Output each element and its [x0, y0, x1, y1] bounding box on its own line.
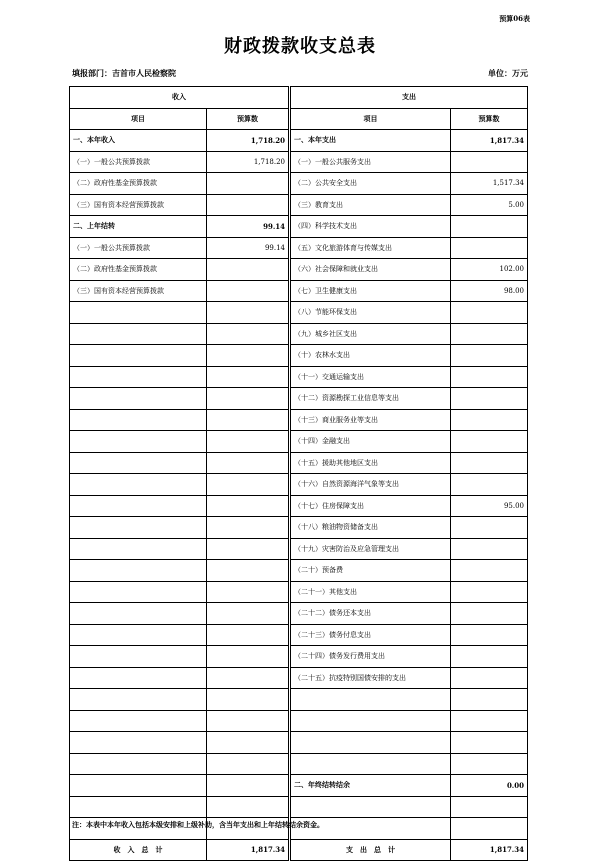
income-value	[207, 474, 289, 496]
expense-item: （十八）粮油物资储备支出	[291, 517, 451, 539]
expense-value: 1,517.34	[451, 173, 528, 195]
income-total-value: 1,817.34	[207, 839, 289, 861]
income-value	[207, 581, 289, 603]
table-row	[70, 194, 528, 216]
income-item	[70, 796, 207, 818]
income-value	[207, 538, 289, 560]
expense-value	[451, 667, 528, 689]
table-row	[70, 237, 528, 259]
filling-department: 填报部门：吉首市人民检察院	[72, 68, 176, 78]
expense-item: （一）一般公共服务支出	[291, 151, 451, 173]
expense-value	[451, 474, 528, 496]
table-row	[70, 581, 528, 603]
income-value	[207, 624, 289, 646]
income-value	[207, 753, 289, 775]
table-row	[70, 259, 528, 281]
table-row	[70, 732, 528, 754]
expense-item: （十五）援助其他地区支出	[291, 452, 451, 474]
income-value	[207, 495, 289, 517]
income-item	[70, 452, 207, 474]
table-row	[70, 323, 528, 345]
table-row	[70, 560, 528, 582]
income-value	[207, 796, 289, 818]
column-header-row	[70, 108, 528, 130]
income-value: 1,718.20	[207, 151, 289, 173]
income-value	[207, 732, 289, 754]
income-value	[207, 689, 289, 711]
income-value	[207, 775, 289, 797]
expense-value: 98.00	[451, 280, 528, 302]
expense-item: （十二）资源勘探工业信息等支出	[291, 388, 451, 410]
expense-item: （十三）商业服务业等支出	[291, 409, 451, 431]
expense-value: 0.00	[451, 775, 528, 797]
expense-item: （三）教育支出	[291, 194, 451, 216]
table-row	[70, 796, 528, 818]
expense-value	[451, 646, 528, 668]
total-row	[70, 839, 528, 861]
expense-item: （二）公共安全支出	[291, 173, 451, 195]
table-row	[70, 431, 528, 453]
income-value	[207, 388, 289, 410]
table-row	[70, 388, 528, 410]
income-item	[70, 775, 207, 797]
income-value	[207, 259, 289, 281]
expense-value: 1,817.34	[451, 130, 528, 152]
income-item: （一）一般公共预算拨款	[70, 151, 207, 173]
expense-value	[451, 796, 528, 818]
expense-item: （七）卫生健康支出	[291, 280, 451, 302]
table-row	[70, 775, 528, 797]
expense-value	[451, 431, 528, 453]
income-item	[70, 624, 207, 646]
expense-item: （十一）交通运输支出	[291, 366, 451, 388]
expense-value	[451, 216, 528, 238]
expense-value	[451, 366, 528, 388]
expense-item: 二、年终结转结余	[291, 775, 451, 797]
table-row	[70, 302, 528, 324]
table-row	[70, 409, 528, 431]
expense-item: （六）社会保障和就业支出	[291, 259, 451, 281]
income-value	[207, 452, 289, 474]
unit-label: 单位：万元	[488, 68, 528, 78]
expense-value: 95.00	[451, 495, 528, 517]
income-item: （二）政府性基金预算拨款	[70, 173, 207, 195]
expense-item: （十四）金融支出	[291, 431, 451, 453]
income-item	[70, 667, 207, 689]
income-item	[70, 732, 207, 754]
income-value	[207, 409, 289, 431]
expense-item: （九）城乡社区支出	[291, 323, 451, 345]
expense-value	[451, 323, 528, 345]
expense-value	[451, 560, 528, 582]
income-total-label: 收 入 总 计	[70, 839, 207, 861]
expense-item: （二十三）债务付息支出	[291, 624, 451, 646]
table-row	[70, 667, 528, 689]
table-row	[70, 646, 528, 668]
expense-value	[451, 710, 528, 732]
expense-value: 102.00	[451, 259, 528, 281]
expense-budget-header: 预算数	[451, 108, 528, 130]
income-item	[70, 581, 207, 603]
income-item	[70, 366, 207, 388]
income-item	[70, 753, 207, 775]
income-value	[207, 603, 289, 625]
table-row	[70, 689, 528, 711]
income-value	[207, 302, 289, 324]
income-item	[70, 517, 207, 539]
expense-item: （十七）住房保障支出	[291, 495, 451, 517]
table-row	[70, 753, 528, 775]
income-value	[207, 173, 289, 195]
income-item	[70, 345, 207, 367]
table-row	[70, 130, 528, 152]
expense-value	[451, 689, 528, 711]
income-item: 一、本年收入	[70, 130, 207, 152]
expense-value	[451, 624, 528, 646]
income-item: （二）政府性基金预算拨款	[70, 259, 207, 281]
income-value	[207, 646, 289, 668]
income-item	[70, 710, 207, 732]
table-row	[70, 517, 528, 539]
income-item	[70, 495, 207, 517]
expense-item: （四）科学技术支出	[291, 216, 451, 238]
table-row	[70, 216, 528, 238]
expense-item: （二十五）抗疫特别国债安排的支出	[291, 667, 451, 689]
income-item-header: 项目	[70, 108, 207, 130]
table-row	[70, 538, 528, 560]
expense-item: （十九）灾害防治及应急管理支出	[291, 538, 451, 560]
table-row	[70, 474, 528, 496]
expense-item-header: 项目	[291, 108, 451, 130]
table-row	[70, 452, 528, 474]
income-item: （三）国有资本经营预算拨款	[70, 280, 207, 302]
expense-section-header: 支出	[291, 87, 528, 109]
expense-item	[291, 796, 451, 818]
table-row	[70, 345, 528, 367]
budget-summary-table	[69, 86, 528, 861]
income-value	[207, 323, 289, 345]
income-value	[207, 366, 289, 388]
income-value	[207, 194, 289, 216]
expense-value	[451, 237, 528, 259]
income-item: 二、上年结转	[70, 216, 207, 238]
income-item	[70, 409, 207, 431]
table-row	[70, 603, 528, 625]
expense-value	[451, 581, 528, 603]
table-row	[70, 151, 528, 173]
expense-value	[451, 452, 528, 474]
income-budget-header: 预算数	[207, 108, 289, 130]
expense-item	[291, 753, 451, 775]
income-section-header: 收入	[70, 87, 289, 109]
income-value	[207, 710, 289, 732]
expense-value	[451, 818, 528, 840]
table-row	[70, 495, 528, 517]
income-item	[70, 538, 207, 560]
income-item	[70, 474, 207, 496]
expense-item: （十）农林水支出	[291, 345, 451, 367]
income-item	[70, 431, 207, 453]
expense-value	[451, 603, 528, 625]
income-value: 99.14	[207, 216, 289, 238]
expense-value	[451, 409, 528, 431]
table-row	[70, 173, 528, 195]
expense-value	[451, 753, 528, 775]
income-value	[207, 667, 289, 689]
income-item: （一）一般公共预算拨款	[70, 237, 207, 259]
expense-item: （二十二）债务还本支出	[291, 603, 451, 625]
expense-value	[451, 538, 528, 560]
income-value: 1,718.20	[207, 130, 289, 152]
expense-item: （十六）自然资源海洋气象等支出	[291, 474, 451, 496]
expense-item: （二十四）债务发行费用支出	[291, 646, 451, 668]
section-header-row	[70, 87, 528, 109]
table-row	[70, 710, 528, 732]
income-item	[70, 560, 207, 582]
expense-value	[451, 732, 528, 754]
expense-value: 5.00	[451, 194, 528, 216]
income-value	[207, 560, 289, 582]
income-item	[70, 689, 207, 711]
income-item: （三）国有资本经营预算拨款	[70, 194, 207, 216]
income-item	[70, 388, 207, 410]
expense-value	[451, 151, 528, 173]
expense-item: （二十）预备费	[291, 560, 451, 582]
expense-item: 一、本年支出	[291, 130, 451, 152]
page-title: 财政拨款收支总表	[224, 36, 376, 57]
footnote: 注：本表中本年收入包括本级安排和上级补助，含当年支出和上年结转结余资金。	[72, 820, 324, 829]
table-row	[70, 624, 528, 646]
expense-total-value: 1,817.34	[451, 839, 528, 861]
expense-item: （二十一）其他支出	[291, 581, 451, 603]
expense-value	[451, 388, 528, 410]
income-item	[70, 646, 207, 668]
income-value: 99.14	[207, 237, 289, 259]
expense-value	[451, 345, 528, 367]
income-value	[207, 345, 289, 367]
table-row	[70, 280, 528, 302]
expense-item	[291, 689, 451, 711]
table-row	[70, 366, 528, 388]
form-code: 预算06表	[499, 14, 530, 23]
income-item	[70, 323, 207, 345]
expense-total-label: 支 出 总 计	[291, 839, 451, 861]
income-value	[207, 431, 289, 453]
income-item	[70, 603, 207, 625]
expense-item	[291, 732, 451, 754]
expense-item	[291, 710, 451, 732]
expense-item: （五）文化旅游体育与传媒支出	[291, 237, 451, 259]
income-value	[207, 517, 289, 539]
income-item	[70, 302, 207, 324]
income-value	[207, 280, 289, 302]
expense-value	[451, 517, 528, 539]
expense-value	[451, 302, 528, 324]
expense-item: （八）节能环保支出	[291, 302, 451, 324]
